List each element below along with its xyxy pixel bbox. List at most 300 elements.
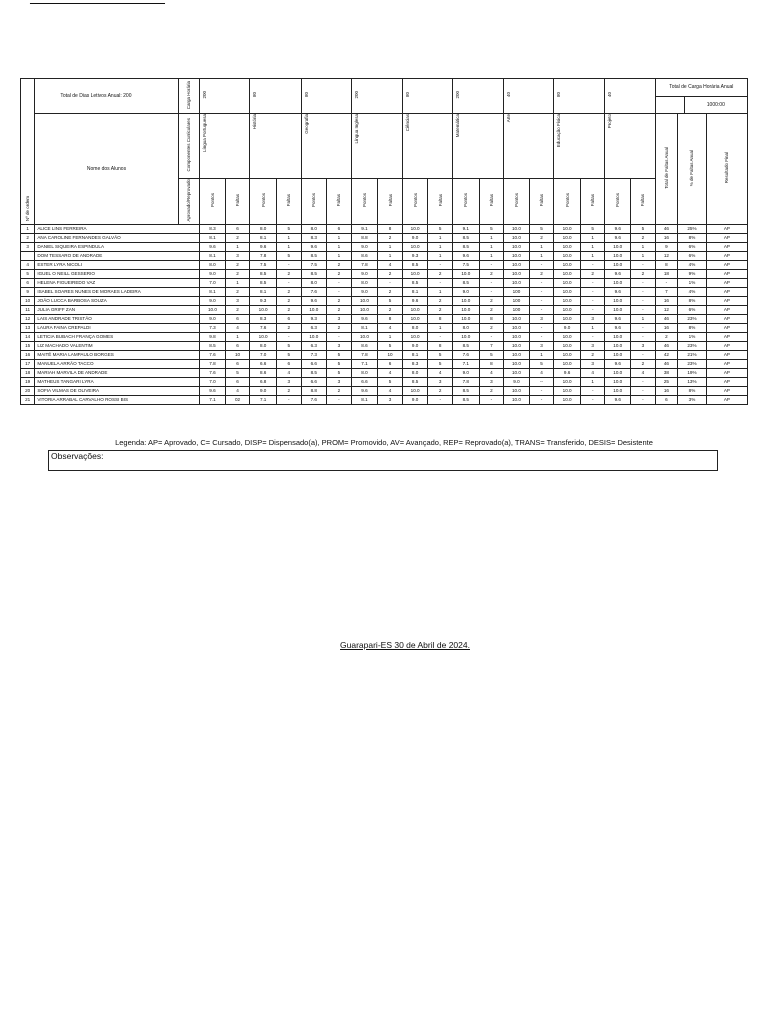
points-cell: 9.0 [504, 377, 530, 386]
absences-cell: 6 [225, 359, 250, 368]
student-name: LETICIA BUBACH FRANÇA GOMES [35, 332, 200, 341]
points-cell: 8.5 [402, 377, 428, 386]
absences-cell: - [327, 332, 352, 341]
points-cell: 10.0 [452, 332, 479, 341]
points-cell: 8.1 [250, 233, 277, 242]
absence-pct-cell: 23% [678, 314, 707, 323]
student-row [21, 323, 748, 332]
points-cell: 10.0 [402, 386, 428, 395]
subject-ch-value: 40 [607, 92, 613, 98]
absences-label: Faltas [488, 194, 494, 207]
ch-header [178, 79, 200, 114]
final-result-cell: AP [706, 287, 747, 296]
grade-report-table [20, 78, 748, 405]
absences-cell: 1 [580, 377, 605, 386]
absences-cell: - [580, 278, 605, 287]
absences-cell: - [479, 395, 504, 404]
points-cell: 10.0 [605, 260, 631, 269]
points-cell: 10.0 [554, 242, 581, 251]
absences-cell: - [378, 278, 403, 287]
absences-cell: 2 [479, 323, 504, 332]
points-cell: 10.0 [605, 341, 631, 350]
points-label: Pontos [260, 193, 266, 208]
absences-cell: - [631, 287, 656, 296]
absences-cell: 2 [529, 233, 554, 242]
absences-cell: 6 [327, 224, 352, 233]
absences-cell: - [327, 278, 352, 287]
order-number-header [21, 79, 35, 225]
absences-cell: - [529, 278, 554, 287]
absences-cell: 1 [327, 251, 352, 260]
total-absences-header [655, 114, 678, 225]
absences-cell: 2 [276, 305, 301, 314]
components-label: Componentes Curriculares [186, 118, 192, 172]
subject-name-label: Educação Física [556, 114, 562, 148]
final-result-header [706, 114, 747, 225]
points-cell: 10.0 [351, 296, 378, 305]
order-number: 16 [21, 350, 35, 359]
absences-cell: 1 [225, 242, 250, 251]
absences-cell: 2 [479, 296, 504, 305]
points-cell: 9.6 [250, 242, 277, 251]
points-cell: 10.0 [554, 395, 581, 404]
subject-name-6 [504, 114, 554, 179]
student-row [21, 332, 748, 341]
absence-pct-cell: 8% [678, 386, 707, 395]
student-names-header: Nome dos Alunos [35, 114, 178, 225]
absences-cell: 02 [225, 395, 250, 404]
order-number: 1 [21, 224, 35, 233]
absences-cell: 2 [327, 323, 352, 332]
student-row [21, 233, 748, 242]
student-name: ISABEL SOARES NUNES DE MORAES LADEIRA [35, 287, 200, 296]
absences-cell: 6 [276, 314, 301, 323]
student-row [21, 395, 748, 404]
absence-pct-cell: 8% [678, 296, 707, 305]
points-cell: 8.0 [351, 278, 378, 287]
absences-label: Faltas [336, 194, 342, 207]
student-row [21, 386, 748, 395]
subject-name-label: Ciências [404, 114, 410, 132]
points-cell: 10.0 [504, 278, 530, 287]
points-cell: 9.1 [452, 224, 479, 233]
student-name: MANUELA ARRÃO TACCO [35, 359, 200, 368]
points-cell: 9.0 [452, 287, 479, 296]
points-header-6 [504, 179, 530, 225]
subject-name-label: História [252, 114, 258, 130]
points-cell: 10.0 [605, 242, 631, 251]
absences-header-3 [378, 179, 403, 225]
absence-pct-cell: 21% [678, 350, 707, 359]
header-fragment [30, 0, 165, 5]
final-result-cell: AP [706, 251, 747, 260]
absences-cell: 3 [580, 359, 605, 368]
points-header-1 [250, 179, 277, 225]
absence-pct-header [678, 114, 707, 225]
absence-pct-cell: 1% [678, 278, 707, 287]
absences-cell: 5 [631, 224, 656, 233]
points-header-3 [351, 179, 378, 225]
absences-cell: 1 [631, 314, 656, 323]
absences-cell: 4 [225, 386, 250, 395]
points-cell: 9.6 [605, 287, 631, 296]
absences-cell: - [327, 395, 352, 404]
absences-cell: 1 [580, 242, 605, 251]
absences-cell: 4 [378, 386, 403, 395]
points-cell: 100 [504, 305, 530, 314]
absences-cell: - [529, 395, 554, 404]
student-name: JULIA GRIFF ZAN [35, 305, 200, 314]
student-row [21, 260, 748, 269]
points-cell: 8.3 [250, 314, 277, 323]
subject-ch-3 [351, 79, 402, 114]
subject-name-1 [250, 114, 301, 179]
absences-cell: 5 [276, 251, 301, 260]
student-name: ANA CAROLINE FERNANDES GALVÃO [35, 233, 200, 242]
absences-cell: 5 [276, 341, 301, 350]
points-cell: 9.6 [351, 386, 378, 395]
observations-box[interactable] [48, 450, 718, 471]
points-cell: 9.6 [402, 296, 428, 305]
points-cell: 7.8 [351, 350, 378, 359]
absences-cell: 8 [378, 314, 403, 323]
absences-cell: 6 [225, 314, 250, 323]
absences-cell: 5 [327, 359, 352, 368]
points-cell: 10.0 [504, 341, 530, 350]
points-cell: 10.0 [605, 368, 631, 377]
points-cell: 9.6 [301, 296, 327, 305]
subject-name-label: Arte [506, 114, 512, 123]
absence-pct-cell: 4% [678, 260, 707, 269]
absences-cell: - [327, 287, 352, 296]
points-cell: 9.1 [351, 224, 378, 233]
points-cell: 10.0 [452, 269, 479, 278]
points-cell: 9.6 [605, 224, 631, 233]
absences-cell: - [428, 278, 453, 287]
points-header-4 [402, 179, 428, 225]
absences-cell: -- [529, 377, 554, 386]
absences-cell: 1 [529, 242, 554, 251]
absences-cell: 2 [327, 386, 352, 395]
points-cell: 7.6 [200, 350, 226, 359]
points-label: Pontos [209, 193, 215, 208]
subject-name-label: Língua Portuguesa [202, 114, 208, 153]
order-number: 3 [21, 242, 35, 251]
absences-cell: 2 [225, 287, 250, 296]
student-name: MAITÊ MARIA LAMPAULO BORGES [35, 350, 200, 359]
absences-cell: - [580, 395, 605, 404]
student-name: LIZ MACHADO VALENTIM [35, 341, 200, 350]
absences-cell: 5 [327, 350, 352, 359]
absences-cell: 6 [378, 359, 403, 368]
absence-pct-cell: 25% [678, 224, 707, 233]
student-name: HELENA FIGUEIREDO VAZ [35, 278, 200, 287]
absences-cell: - [580, 332, 605, 341]
absences-label: Faltas [590, 194, 596, 207]
absences-header-4 [428, 179, 453, 225]
approved-header [178, 179, 200, 225]
final-result-cell: AP [706, 395, 747, 404]
student-row [21, 287, 748, 296]
points-cell: 10.0 [554, 296, 581, 305]
points-cell: 9.0 [200, 296, 226, 305]
absences-label: Faltas [387, 194, 393, 207]
points-cell: 10.0 [504, 224, 530, 233]
final-result-cell: AP [706, 314, 747, 323]
points-cell: 8.1 [200, 233, 226, 242]
points-cell: 8.0 [200, 260, 226, 269]
points-cell: 8.0 [301, 278, 327, 287]
subject-ch-1 [250, 79, 301, 114]
absences-header-1 [276, 179, 301, 225]
points-cell: 10.0 [402, 332, 428, 341]
absences-cell: 2 [225, 233, 250, 242]
absences-cell: 2 [378, 233, 403, 242]
order-number: 17 [21, 359, 35, 368]
points-cell: 7.1 [250, 395, 277, 404]
absence-pct-cell: 3% [678, 395, 707, 404]
absences-cell: 4 [428, 368, 453, 377]
final-result-cell: AP [706, 224, 747, 233]
points-cell: 7.1 [200, 395, 226, 404]
absences-cell: 3 [276, 377, 301, 386]
final-result-cell: AP [706, 269, 747, 278]
total-absences-cell: 12 [655, 305, 678, 314]
absences-cell: - [276, 260, 301, 269]
absence-pct-header-label: % de Faltas Anual [689, 149, 695, 186]
absences-cell: 1 [428, 251, 453, 260]
absence-pct-cell: 13% [678, 377, 707, 386]
absences-cell: 10 [378, 350, 403, 359]
subject-name-label: Língua Inglesa [353, 114, 359, 144]
absences-cell: 5 [225, 368, 250, 377]
student-name: LAIS ANDRADE TRISTÃO [35, 314, 200, 323]
student-row [21, 314, 748, 323]
points-cell: 8.3 [200, 224, 226, 233]
points-cell: 8.0 [301, 224, 327, 233]
points-cell: 6.8 [250, 377, 277, 386]
points-cell: 10.0 [605, 278, 631, 287]
absences-cell: 3 [580, 341, 605, 350]
points-cell: 6.3 [301, 341, 327, 350]
absences-cell: 2 [225, 269, 250, 278]
points-cell: 8.5 [301, 368, 327, 377]
subject-name-label: Geografia [303, 114, 309, 134]
points-cell: 10.0 [452, 296, 479, 305]
points-cell: 10.0 [504, 251, 530, 260]
absences-cell: - [479, 332, 504, 341]
total-absences-header-label: Total de Faltas Anual [663, 146, 669, 189]
student-row [21, 242, 748, 251]
total-absences-cell: 2 [655, 332, 678, 341]
absences-cell: 4 [580, 368, 605, 377]
absences-cell: 5 [276, 224, 301, 233]
absences-cell: 4 [378, 368, 403, 377]
absences-cell: - [479, 287, 504, 296]
points-cell: 10.0 [504, 332, 530, 341]
student-row [21, 377, 748, 386]
points-cell: 8.0 [452, 323, 479, 332]
absences-cell: 3 [428, 377, 453, 386]
subject-ch-value: 200 [202, 91, 208, 99]
subject-name-8 [605, 114, 655, 179]
points-cell: 9.6 [200, 242, 226, 251]
final-result-cell: AP [706, 278, 747, 287]
student-row [21, 278, 748, 287]
subject-ch-value: 80 [404, 92, 410, 98]
points-cell: 8.5 [301, 269, 327, 278]
absences-cell: 5 [276, 350, 301, 359]
absence-pct-cell: 6% [678, 305, 707, 314]
absences-cell: - [580, 260, 605, 269]
points-cell: 10.0 [504, 395, 530, 404]
final-result-cell: AP [706, 242, 747, 251]
absences-cell: 1 [378, 332, 403, 341]
absences-cell: 2 [428, 296, 453, 305]
absences-cell: - [276, 278, 301, 287]
ch-label: Carga Horária [186, 80, 192, 110]
subject-ch-2 [301, 79, 351, 114]
absence-pct-cell: 9% [678, 269, 707, 278]
absences-cell: 8 [378, 224, 403, 233]
order-number: 15 [21, 341, 35, 350]
absences-cell: 5 [479, 350, 504, 359]
subject-name-7 [554, 114, 605, 179]
total-ch-value: 1000:00 [684, 97, 747, 113]
points-cell: 10.0 [504, 233, 530, 242]
absences-cell: 6 [225, 341, 250, 350]
points-cell: 8.1 [402, 350, 428, 359]
subject-ch-6 [504, 79, 554, 114]
absences-cell: 2 [276, 269, 301, 278]
absences-cell: - [631, 323, 656, 332]
absences-cell: 2 [327, 296, 352, 305]
absences-cell: - [479, 278, 504, 287]
absences-label: Faltas [235, 194, 241, 207]
absences-cell: 5 [378, 377, 403, 386]
points-cell: 10.0 [605, 386, 631, 395]
subject-name-0 [200, 114, 250, 179]
student-name: ESTER LYRA NICOLI [35, 260, 200, 269]
absences-cell: 1 [378, 251, 403, 260]
final-result-cell: AP [706, 305, 747, 314]
absences-cell: 3 [580, 314, 605, 323]
total-absences-cell: 16 [655, 233, 678, 242]
points-header-0 [200, 179, 226, 225]
approved-label: Aprovado/Reprovado [186, 179, 192, 222]
points-label: Pontos [463, 193, 469, 208]
final-result-cell: AP [706, 359, 747, 368]
points-cell: 7.3 [301, 350, 327, 359]
absences-cell: 2 [327, 260, 352, 269]
absences-cell: - [529, 260, 554, 269]
order-number: 6 [21, 278, 35, 287]
total-absences-cell: 25 [655, 377, 678, 386]
total-absences-cell: 16 [655, 386, 678, 395]
points-cell: 7.1 [351, 359, 378, 368]
points-cell: 8.1 [351, 323, 378, 332]
points-cell: 10.0 [554, 224, 581, 233]
absence-pct-cell: 8% [678, 323, 707, 332]
absences-cell: 3 [327, 341, 352, 350]
points-cell: 10.0 [554, 305, 581, 314]
absences-cell: 2 [631, 233, 656, 242]
points-cell: 10.0 [504, 269, 530, 278]
points-cell: 9.0 [250, 386, 277, 395]
subject-name-4 [402, 114, 452, 179]
points-cell: 9.0 [402, 395, 428, 404]
order-number: 2 [21, 233, 35, 242]
absences-cell: 5 [580, 224, 605, 233]
subject-name-5 [452, 114, 503, 179]
total-absences-cell: 42 [655, 350, 678, 359]
order-number: 12 [21, 314, 35, 323]
absences-cell: 3 [529, 314, 554, 323]
student-row [21, 359, 748, 368]
points-cell: 7.6 [250, 323, 277, 332]
subject-ch-value: 80 [303, 92, 309, 98]
points-cell: 9.6 [301, 242, 327, 251]
total-absences-cell: 16 [655, 323, 678, 332]
total-absences-cell: 46 [655, 314, 678, 323]
absences-cell: 1 [276, 242, 301, 251]
points-cell: 100 [504, 296, 530, 305]
absences-header-7 [580, 179, 605, 225]
absence-pct-cell: 8% [678, 233, 707, 242]
student-row [21, 350, 748, 359]
points-cell: 10.0 [605, 251, 631, 260]
absences-cell: 1 [580, 233, 605, 242]
absences-cell: 2 [378, 287, 403, 296]
points-cell: 8.5 [452, 242, 479, 251]
absences-cell: 1 [276, 233, 301, 242]
points-cell: 9.0 [200, 269, 226, 278]
points-cell: 10.0 [554, 314, 581, 323]
absences-label: Faltas [437, 194, 443, 207]
absences-header-5 [479, 179, 504, 225]
final-result-cell: AP [706, 332, 747, 341]
order-number: 9 [21, 287, 35, 296]
absences-cell: - [529, 386, 554, 395]
absences-cell: 5 [378, 296, 403, 305]
absences-cell: - [580, 386, 605, 395]
points-cell: 10.0 [402, 242, 428, 251]
points-cell: 8.5 [250, 278, 277, 287]
total-absences-cell: 16 [655, 296, 678, 305]
absences-label: Faltas [286, 194, 292, 207]
points-cell: 10.0 [504, 350, 530, 359]
subject-ch-value: 40 [506, 92, 512, 98]
absences-cell: 1 [428, 287, 453, 296]
subject-ch-value: 80 [556, 92, 562, 98]
points-cell: 10.0 [504, 368, 530, 377]
absences-cell: 6 [225, 377, 250, 386]
order-number: 5 [21, 269, 35, 278]
points-cell: 9.3 [301, 314, 327, 323]
total-ch-label: Total de Carga Horária Anual [656, 80, 747, 97]
final-result-cell: AP [706, 341, 747, 350]
total-absences-cell: 18 [655, 269, 678, 278]
points-cell: 10.0 [504, 386, 530, 395]
points-cell: 10.0 [504, 242, 530, 251]
absences-cell: 4 [378, 323, 403, 332]
points-cell: 10.0 [605, 377, 631, 386]
student-name: JOÃO LUCCA BARBOSA SOUZA [35, 296, 200, 305]
points-label: Pontos [311, 193, 317, 208]
absences-cell: - [580, 296, 605, 305]
absence-pct-cell: 23% [678, 341, 707, 350]
points-cell: 8.6 [250, 368, 277, 377]
